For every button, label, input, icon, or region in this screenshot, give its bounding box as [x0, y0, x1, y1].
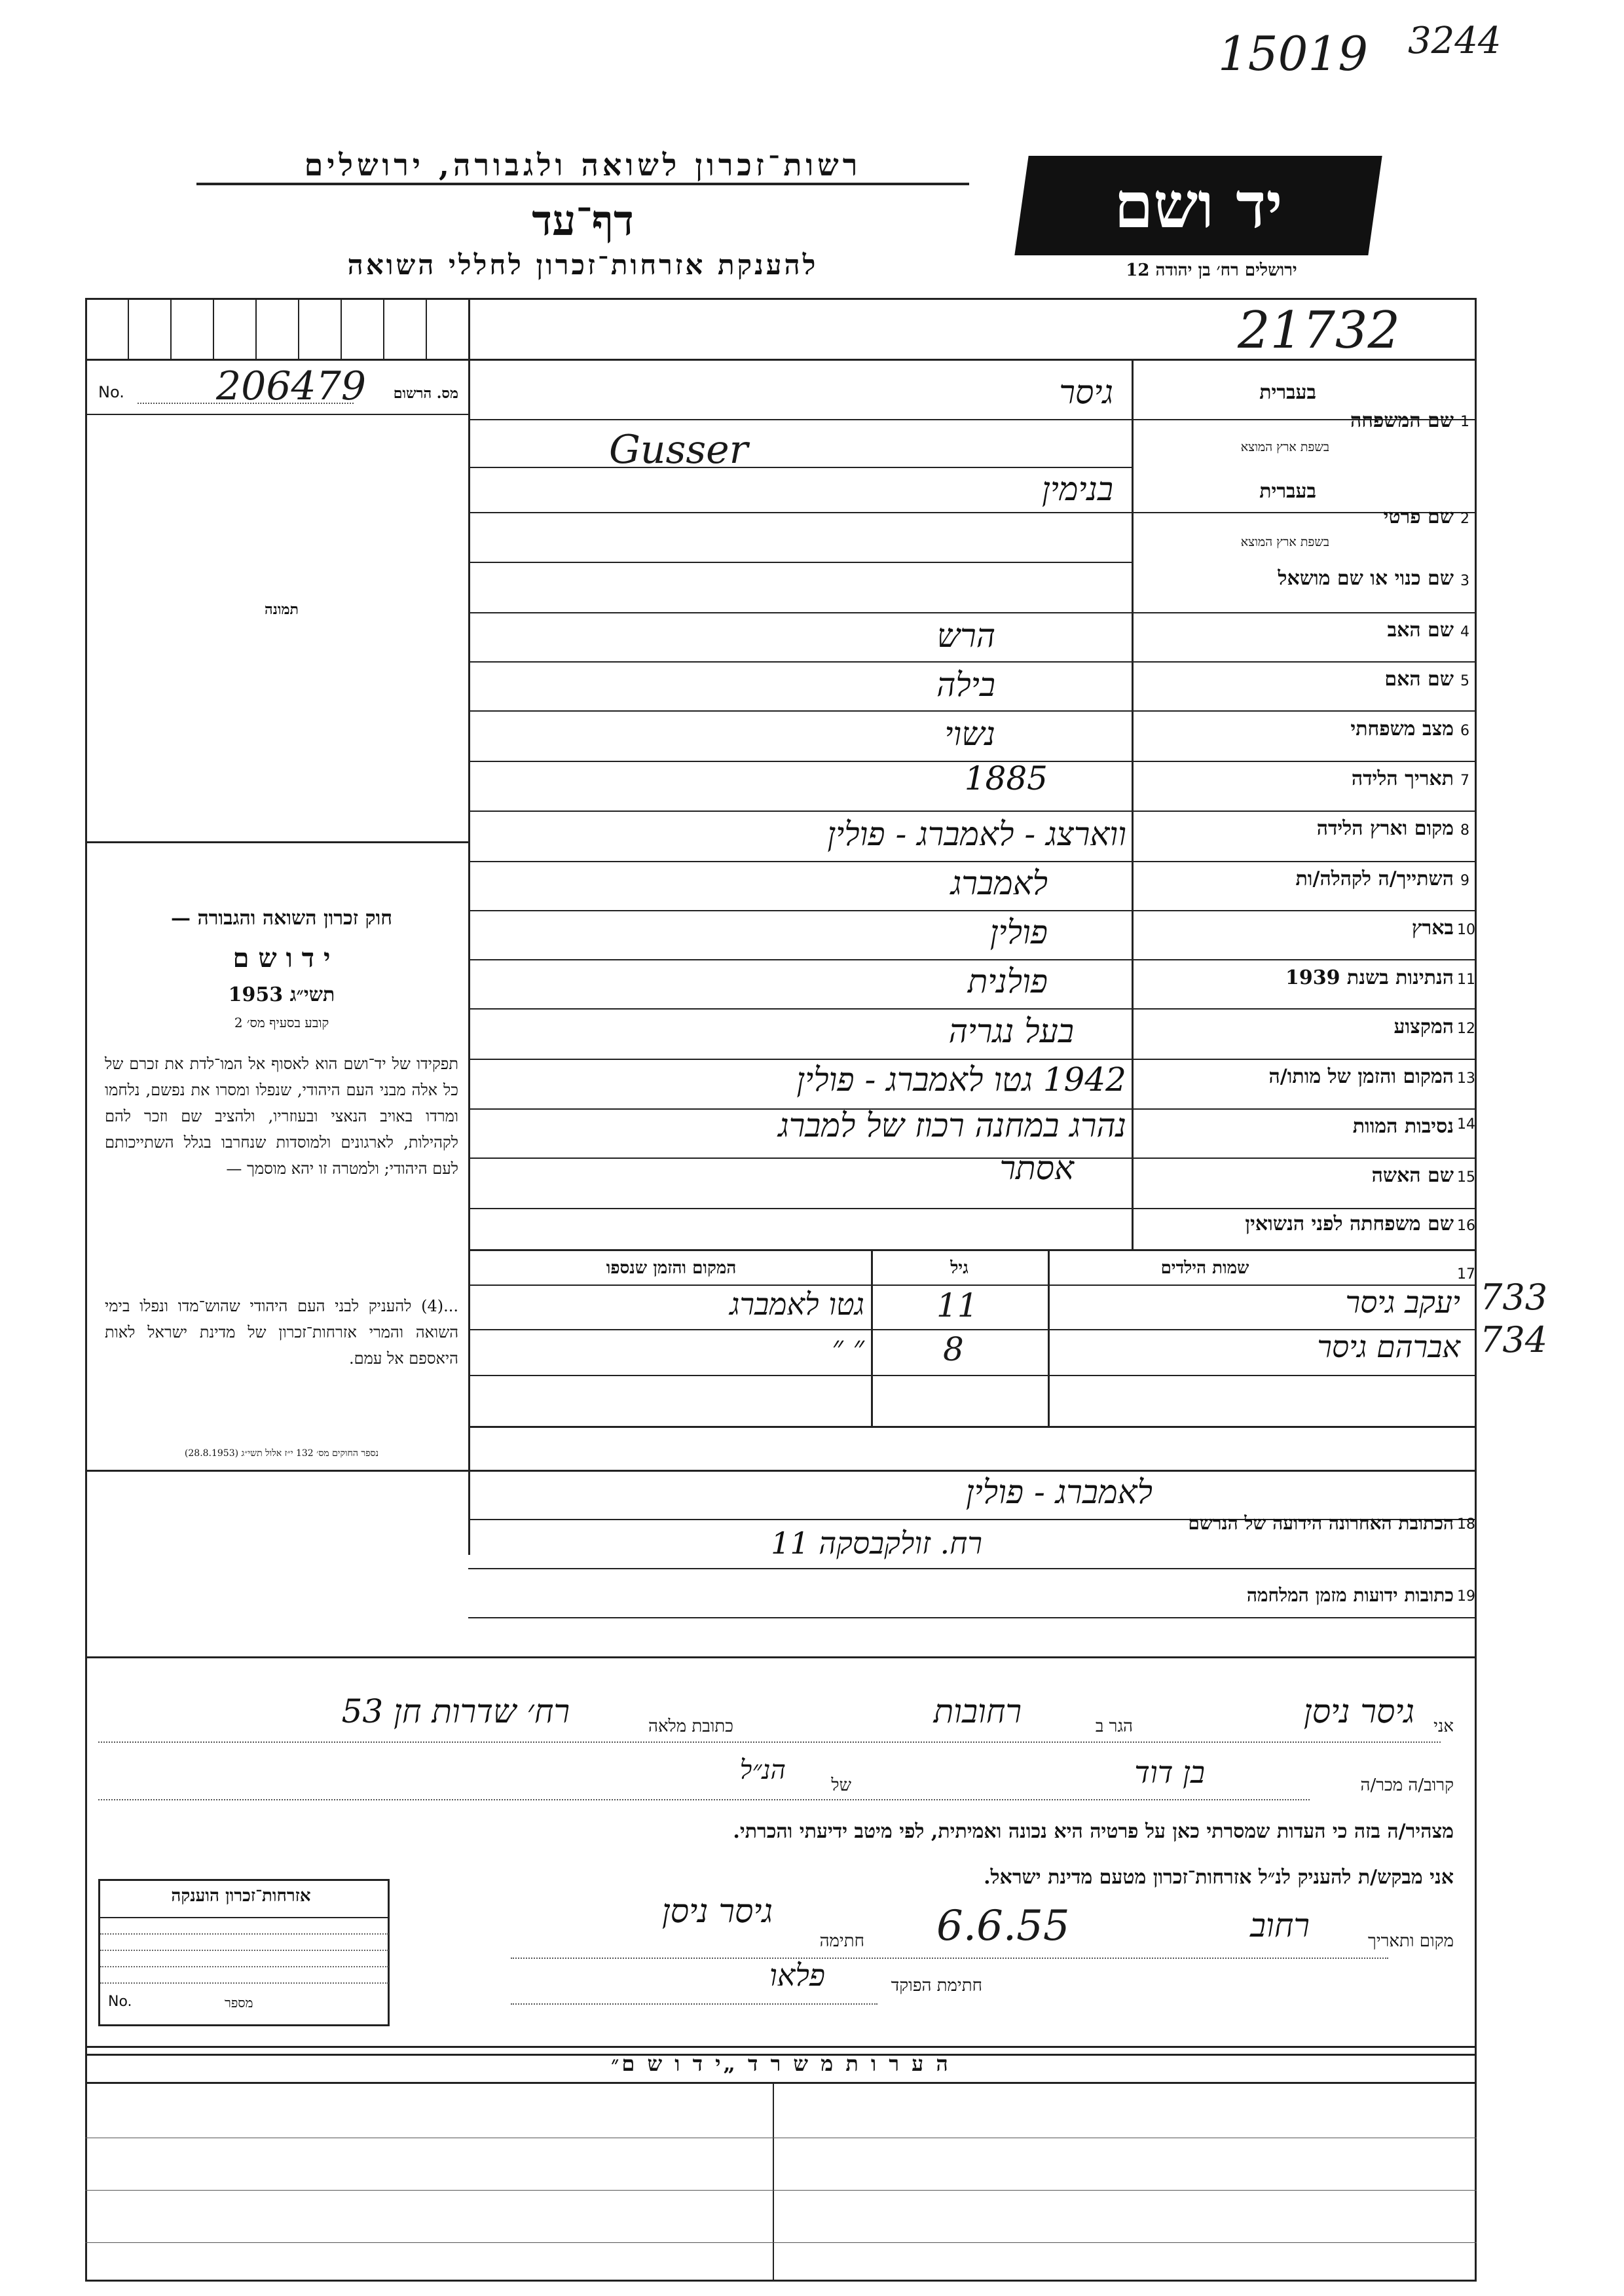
field-number-16: 16 [1457, 1218, 1475, 1234]
father-name-value: הרש [936, 617, 995, 655]
nationality-value: פולנית [967, 962, 1048, 1000]
field-number-5: 5 [1460, 673, 1469, 689]
child-2-age: 8 [943, 1330, 964, 1368]
resident-label: הגר ב [1095, 1717, 1133, 1736]
registration-label: מס. הרשום [393, 385, 458, 402]
field-label-18: הכתובת האחרונה הידועה של הנרשם [1188, 1512, 1454, 1534]
photo-label: תמונה [265, 601, 299, 618]
child-1-age: 11 [936, 1286, 978, 1324]
relative-label: קרוב/ה מכר/ה [1360, 1776, 1454, 1795]
field-number-15: 15 [1457, 1169, 1475, 1186]
birth-date-value: 1885 [964, 759, 1048, 797]
of-label: של [831, 1776, 851, 1795]
statement-1: מצהיר/ה בזה כי העדות שמסרתי כאן על פרטיה היא נכונה ואמיתית, לפי מיטב ידיעתי והכרתי. [733, 1820, 1454, 1843]
field-label-10: בארץ [1411, 917, 1454, 939]
field-label-14: נסיבות המוות [1352, 1115, 1454, 1138]
form-subtitle: להענקת אזרחות־זכרון לחללי השואה [347, 249, 819, 281]
field-number-6: 6 [1460, 723, 1469, 739]
field-number-8: 8 [1460, 822, 1469, 839]
field-number-12: 12 [1457, 1021, 1475, 1037]
lang-local-1: בשפת ארץ המוצא [1240, 440, 1329, 454]
field-label-3: שם כנוי או שם מושאל [1278, 567, 1454, 590]
field-label-4: שם האב [1387, 619, 1454, 642]
death-circumstances-value: נהרג במחנה רכוז של למברג [778, 1106, 1126, 1144]
family-name-hebrew: גיסר [1059, 373, 1113, 411]
child-1-place: גטו לאמברג [729, 1286, 864, 1322]
field-label-family-name: שם המשפחה [1350, 409, 1454, 432]
field-label-7: תאריך הלידה [1351, 767, 1454, 790]
law-source: נספר החוקים מס׳ 132 י״ז אלול תשי״ג (28.8.1953) [184, 1448, 379, 1459]
law-title: חוק זכרון השואה והגבורה — [171, 907, 392, 930]
child-2-place: ״ ״ [832, 1329, 864, 1364]
citizenship-box-title: אזרחות־זכרון הוענקה [171, 1886, 311, 1906]
officer-label: חתימת הפוקד [891, 1976, 982, 1995]
law-name: י ד ו ש ם [232, 943, 331, 974]
field-number-10: 10 [1457, 922, 1475, 938]
profession-value: בעל נגריה [948, 1012, 1074, 1050]
field-label-13: המקום והזמן של מותו/ה [1268, 1065, 1454, 1088]
declaration-ani: אני [1433, 1717, 1454, 1736]
yad-vashem-logo [1014, 156, 1382, 255]
country-value: פולין [989, 913, 1048, 951]
death-place-time-value: 1942 גטו לאמברג - פולין [796, 1061, 1126, 1099]
place-value: רחוב [1249, 1906, 1310, 1944]
field-number-2: 2 [1460, 511, 1469, 527]
field-number-7: 7 [1460, 773, 1469, 789]
last-address-street: רח. זולקבסקה 11 [771, 1525, 982, 1561]
no-label: No. [98, 383, 124, 401]
statement-2: אני מבקש/ת להעניק לנ״ל אזרחות־זכרון מטעם מדינת ישראל. [984, 1866, 1454, 1889]
logo-address: ירושלים רח׳ בן יהודה 12 [1126, 261, 1297, 280]
registration-number: 206479 [216, 363, 367, 409]
field-number-3: 3 [1460, 573, 1469, 589]
child-2-name: אברהם גיסר [1317, 1329, 1460, 1364]
form-title: דף־עד [532, 196, 634, 246]
field-label-6: מצב משפחתי [1350, 718, 1454, 740]
address-label: כתובת מלאה [648, 1717, 733, 1736]
field-label-19: כתובות ידועות מזמן המלחמה [1246, 1584, 1454, 1606]
last-address-value: לאמברג - פולין [965, 1473, 1153, 1511]
stamp-number: 15019 [1218, 26, 1369, 81]
lang-hebrew-1: בעברית [1259, 381, 1316, 404]
field-label-first-name: שם פרטי [1383, 505, 1454, 528]
field-number-1: 1 [1460, 414, 1469, 430]
office-notes-box [85, 2046, 1477, 2282]
law-text: תפקידו של יד־ושם הוא לאסוף אל המו־לדת את זכרם של כל אלה מבני העם היהודי, שנפלו ומסרו את נפשם, נלחמו ומרדו באויב הנאצי ובעוזריו, ולהציב שם וזכר להם לקהילות, לארגונים ולמוסדות שנחרבו בגלל השתייכותם לעם היהודי; ולמטרה זו יהא מוסמך — [105, 1055, 458, 1178]
field-number-11: 11 [1457, 972, 1475, 988]
resident-city: רחובות [933, 1692, 1022, 1730]
children-place-header: המקום והזמן שנספו [606, 1258, 737, 1278]
institution-name: רשות־זכרון לשואה ולגבורה, ירושלים [196, 147, 969, 185]
law-clause: קובע בסעיף מס׳ 2 [234, 1015, 329, 1030]
lang-local-2: בשפת ארץ המוצא [1240, 535, 1329, 549]
lang-hebrew-2: בעברית [1259, 480, 1316, 503]
address-value: רח׳ שדרות חן 53 [341, 1692, 570, 1730]
field-number-14: 14 [1457, 1116, 1475, 1133]
field-label-11: הנתינות בשנת 1939 [1285, 966, 1454, 989]
citizenship-no-label: No. [108, 1994, 132, 2010]
sheet-number: 21732 [1238, 301, 1401, 360]
children-age-header: גיל [950, 1258, 969, 1278]
logo-text: יד ושם [1114, 168, 1283, 242]
field-label-12: המקצוע [1393, 1015, 1454, 1038]
birth-place-value: ווארצג - לאמברג - פולין [827, 815, 1126, 853]
signature-label: חתימה [819, 1931, 864, 1951]
corner-note: 3244 [1408, 20, 1502, 62]
child-1-ref: 733 [1480, 1277, 1548, 1318]
family-name-latin: Gusser [609, 427, 748, 473]
field-number-17: 17 [1457, 1266, 1475, 1283]
relation-value: בן דוד [1134, 1755, 1205, 1790]
field-number-19: 19 [1457, 1588, 1475, 1605]
citizenship-number-label: מספר [225, 1995, 253, 2011]
of-value: הנ״ל [739, 1755, 786, 1785]
field-label-15: שם האשה [1371, 1164, 1454, 1187]
officer-signature: פלאו [769, 1958, 825, 1993]
field-number-13: 13 [1457, 1070, 1475, 1087]
signature-value: גיסר ניסן [661, 1892, 773, 1930]
citizenship-box [98, 1879, 390, 2026]
field-number-9: 9 [1460, 873, 1469, 889]
date-value: 6.6.55 [936, 1902, 1070, 1950]
law-year: תשי״ג 1953 [228, 983, 335, 1006]
field-label-8: מקום וארץ הלידה [1316, 817, 1454, 840]
office-notes-title: ה ע ר ו ת מ ש ר ד „י ד ו ש ם״ [611, 2051, 951, 2076]
field-label-5: שם האם [1384, 668, 1454, 691]
community-value: לאמברג [950, 864, 1048, 902]
mother-name-value: בילה [936, 666, 995, 704]
child-1-name: יעקב גיסר [1345, 1285, 1460, 1320]
children-names-header: שמות הילדים [1160, 1258, 1249, 1278]
child-2-ref: 734 [1480, 1319, 1548, 1360]
field-label-9: השתייך/ה לקהלה/ות [1295, 867, 1454, 890]
declarant-name: גיסר ניסן [1303, 1692, 1414, 1730]
field-label-16: שם משפחתה לפני הנשואין [1245, 1212, 1454, 1235]
first-name-value: בנימין [1042, 470, 1113, 508]
law-text-2: ...(4) להעניק לבני העם היהודי שהוש־מדו ונפלו בימי השואה והמרי אזרחות־זכרון של מדינת ישראל לאות היאספם אל עמם. [105, 1297, 458, 1368]
field-number-18: 18 [1457, 1516, 1475, 1533]
field-number-4: 4 [1460, 624, 1469, 640]
wife-name-value: אסתר [999, 1149, 1074, 1187]
place-date-label: מקום ותאריך [1368, 1931, 1454, 1951]
marital-status-value: נשוי [944, 715, 995, 753]
